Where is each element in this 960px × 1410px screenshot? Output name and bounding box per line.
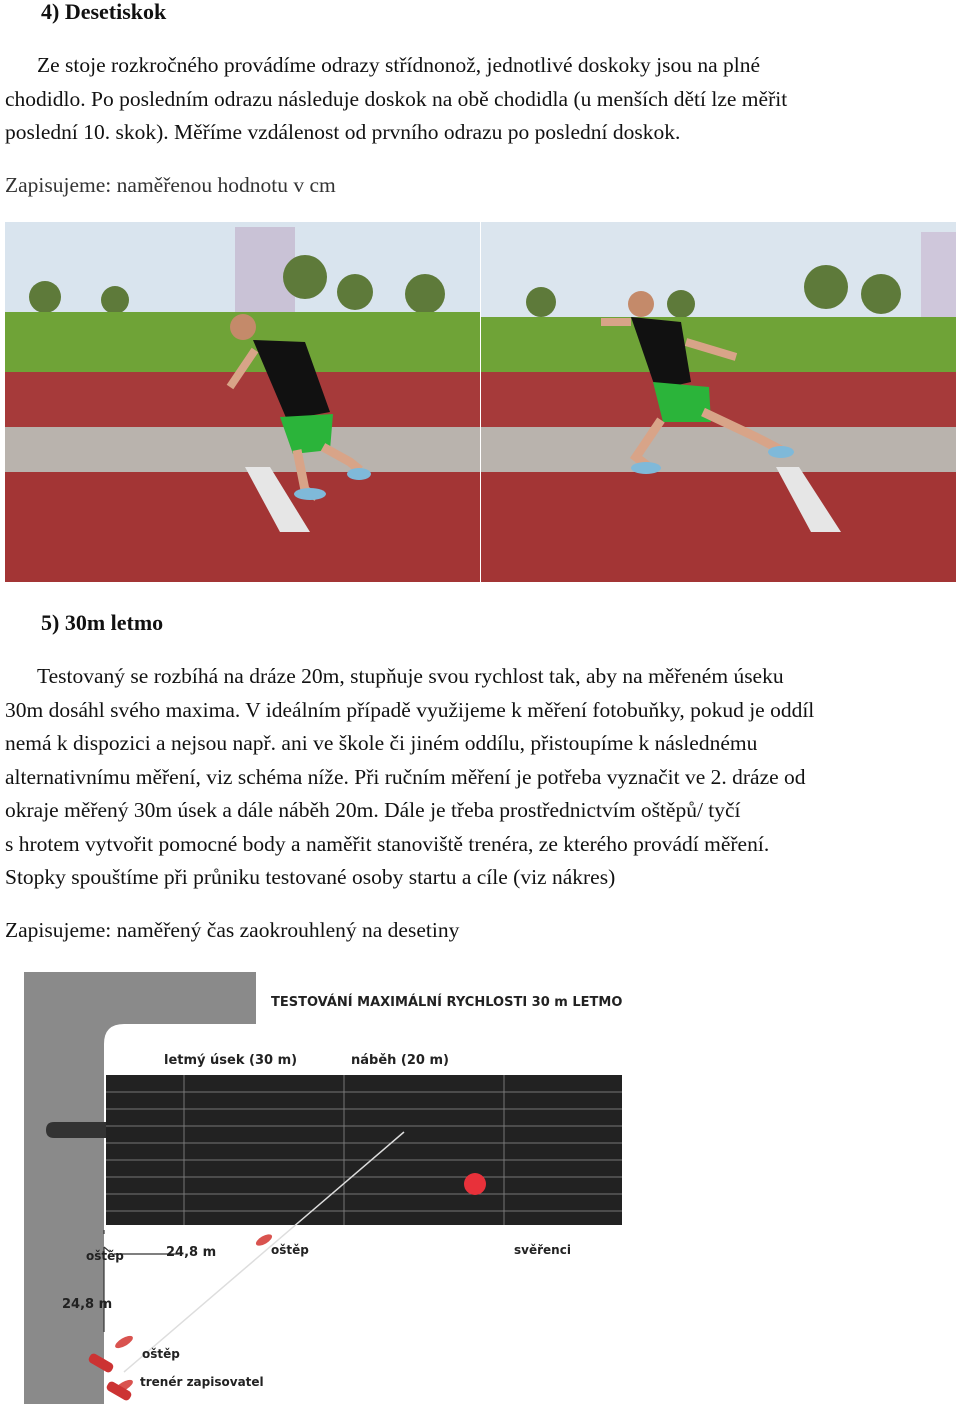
section-4-line-1: Ze stoje rozkročného provádíme odrazy střídnonož, jednotlivé doskoky jsou na plné [37,53,761,77]
label-distance-horizontal: 24,8 m [166,1245,217,1260]
section-5-record: Zapisujeme: naměřený čas zaokrouhlený na desetiny [5,918,460,942]
section-4-text [5,49,955,150]
label-athletes: svěřenci [514,1243,571,1257]
label-coach: trenér zapisovatel [140,1375,264,1389]
label-javelin-bottom: oštěp [142,1347,180,1361]
section-4-line-3: poslední 10. skok). Měříme vzdálenost od prvního odrazu po poslední doskok. [5,120,681,144]
athlete-marker [464,1173,486,1195]
diagram-title: TESTOVÁNÍ MAXIMÁLNÍ RYCHLOSTI 30 m LETMO [271,995,623,1010]
section-5-text [5,660,955,895]
track-lanes [106,1075,622,1225]
section-5-line-3: nemá k dispozici a nejsou např. ani ve škole či jiném oddílu, přistoupíme k následnému [5,731,758,755]
label-javelin-left: oštěp [86,1249,124,1263]
section-4-line-2: chodidlo. Po posledním odrazu následuje doskok na obě chodidla (u menších dětí lze měřit [5,86,788,111]
section-5-line-5: okraje měřený 30m úsek a dále náběh 20m. Dále je třeba prostřednictvím oštěpů/ tyčí [5,798,741,822]
label-javelin-middle: oštěp [271,1243,309,1257]
start-bar [46,1122,106,1138]
section-5-line-6: s hrotem vytvořit pomocné body a naměřit stanoviště trenéra, ze kterého provádí měření. [5,831,770,856]
section-5-line-1: Testovaný se rozbíhá na dráze 20m, stupňuje svou rychlost tak, aby na měřeném úseku [37,664,784,688]
section-5-line-7: Stopky spouštíme při průniku testované osoby startu a cíle (viz nákres) [5,865,616,889]
label-distance-vertical: 24,8 m [62,1297,113,1312]
photo-jump-right [481,222,956,582]
diagram-30m-flying [24,972,634,1404]
label-runup: náběh (20 m) [351,1053,449,1068]
section-4-heading: 4) Desetiskok [41,0,167,24]
section-5-heading: 5) 30m letmo [41,610,164,635]
section-4-record: Zapisujeme: naměřenou hodnotu v cm [5,173,336,197]
label-flying-section: letmý úsek (30 m) [164,1053,298,1068]
photo-jump-left [5,222,480,582]
section-5-line-2: 30m dosáhl svého maxima. V ideálním případě využijeme k měření fotobuňky, pokud je oddíl [5,697,815,722]
section-5-line-4: alternativnímu měření, viz schéma níže. Při ručním měření je potřeba vyznačit ve 2. dráze od [5,764,806,789]
